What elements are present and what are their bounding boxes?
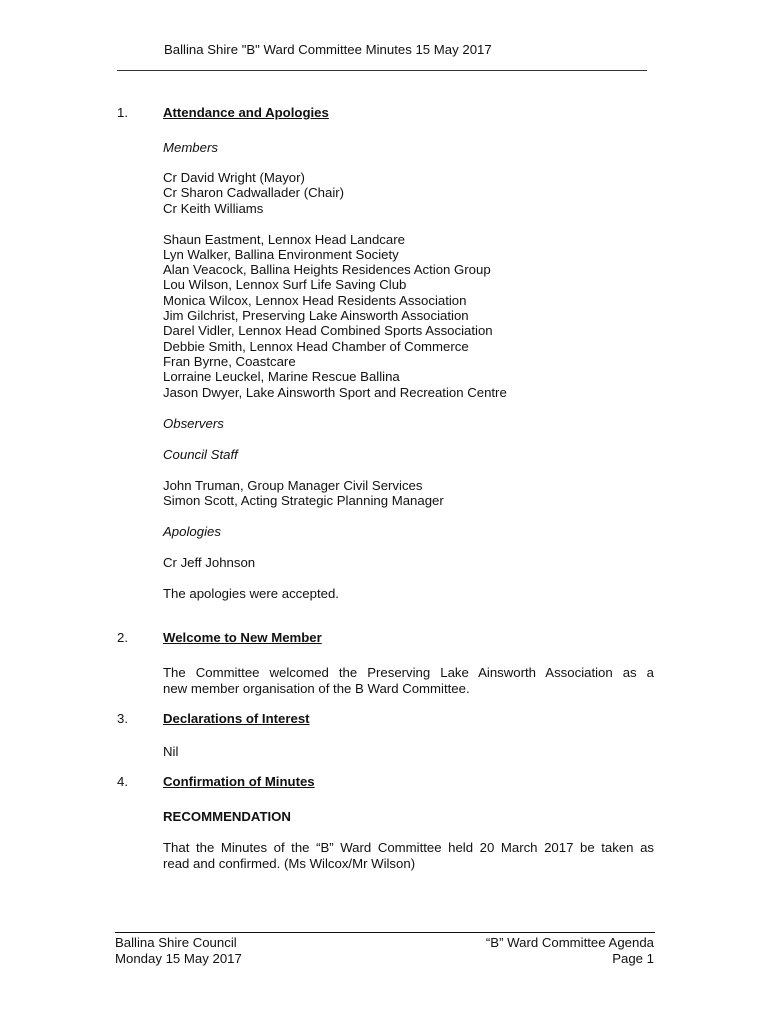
member-item: Lyn Walker, Ballina Environment Society bbox=[163, 247, 399, 262]
section-3-heading: Declarations of Interest bbox=[163, 711, 310, 726]
section-4-text-line-1: That the Minutes of the “B” Ward Committee held 20 March 2017 be taken as bbox=[163, 840, 654, 855]
section-3-number: 3. bbox=[117, 711, 128, 726]
apology-item: Cr Jeff Johnson bbox=[163, 555, 256, 570]
section-1-number: 1. bbox=[117, 105, 128, 120]
member-item: Shaun Eastment, Lennox Head Landcare bbox=[163, 232, 405, 247]
footer-council-name: Ballina Shire Council bbox=[115, 935, 237, 950]
member-item: Fran Byrne, Coastcare bbox=[163, 354, 296, 369]
section-4-heading: Confirmation of Minutes bbox=[163, 774, 315, 789]
footer-date: Monday 15 May 2017 bbox=[115, 951, 242, 966]
member-item: Lorraine Leuckel, Marine Rescue Ballina bbox=[163, 369, 400, 384]
section-2-text-line-1: The Committee welcomed the Preserving Lake Ainsworth Association as a bbox=[163, 665, 654, 680]
section-3-text: Nil bbox=[163, 744, 179, 759]
member-item: Debbie Smith, Lennox Head Chamber of Commerce bbox=[163, 339, 469, 354]
section-2-heading: Welcome to New Member bbox=[163, 630, 322, 645]
apologies-label: Apologies bbox=[163, 524, 221, 539]
header-title: Ballina Shire "B" Ward Committee Minutes 15 May 2017 bbox=[164, 42, 492, 57]
section-1-heading: Attendance and Apologies bbox=[163, 105, 329, 120]
member-item: Monica Wilcox, Lennox Head Residents Association bbox=[163, 293, 467, 308]
councillor-item: Cr Sharon Cadwallader (Chair) bbox=[163, 185, 345, 200]
footer-page-number: Page 1 bbox=[612, 951, 654, 966]
council-staff-label: Council Staff bbox=[163, 447, 238, 462]
section-2-number: 2. bbox=[117, 630, 128, 645]
section-2-text-line-2: new member organisation of the B Ward Committee. bbox=[163, 681, 470, 696]
section-4-text-line-2: read and confirmed. (Ms Wilcox/Mr Wilson) bbox=[163, 856, 416, 871]
councillor-item: Cr David Wright (Mayor) bbox=[163, 170, 305, 185]
member-item: Lou Wilson, Lennox Surf Life Saving Club bbox=[163, 277, 407, 292]
member-item: Jason Dwyer, Lake Ainsworth Sport and Recreation Centre bbox=[163, 385, 507, 400]
member-item: Alan Veacock, Ballina Heights Residences Action Group bbox=[163, 262, 491, 277]
footer-document-title: “B” Ward Committee Agenda bbox=[485, 935, 654, 950]
staff-item: John Truman, Group Manager Civil Services bbox=[163, 478, 423, 493]
observers-label: Observers bbox=[163, 416, 224, 431]
councillor-item: Cr Keith Williams bbox=[163, 201, 264, 216]
recommendation-label: RECOMMENDATION bbox=[163, 809, 291, 824]
member-item: Jim Gilchrist, Preserving Lake Ainsworth Association bbox=[163, 308, 469, 323]
members-label: Members bbox=[163, 140, 218, 155]
member-item: Darel Vidler, Lennox Head Combined Sports Association bbox=[163, 323, 493, 338]
header-divider bbox=[117, 56, 647, 71]
section-4-number: 4. bbox=[117, 774, 128, 789]
apologies-note: The apologies were accepted. bbox=[163, 586, 339, 601]
footer-divider bbox=[115, 932, 655, 933]
staff-item: Simon Scott, Acting Strategic Planning Manager bbox=[163, 493, 444, 508]
